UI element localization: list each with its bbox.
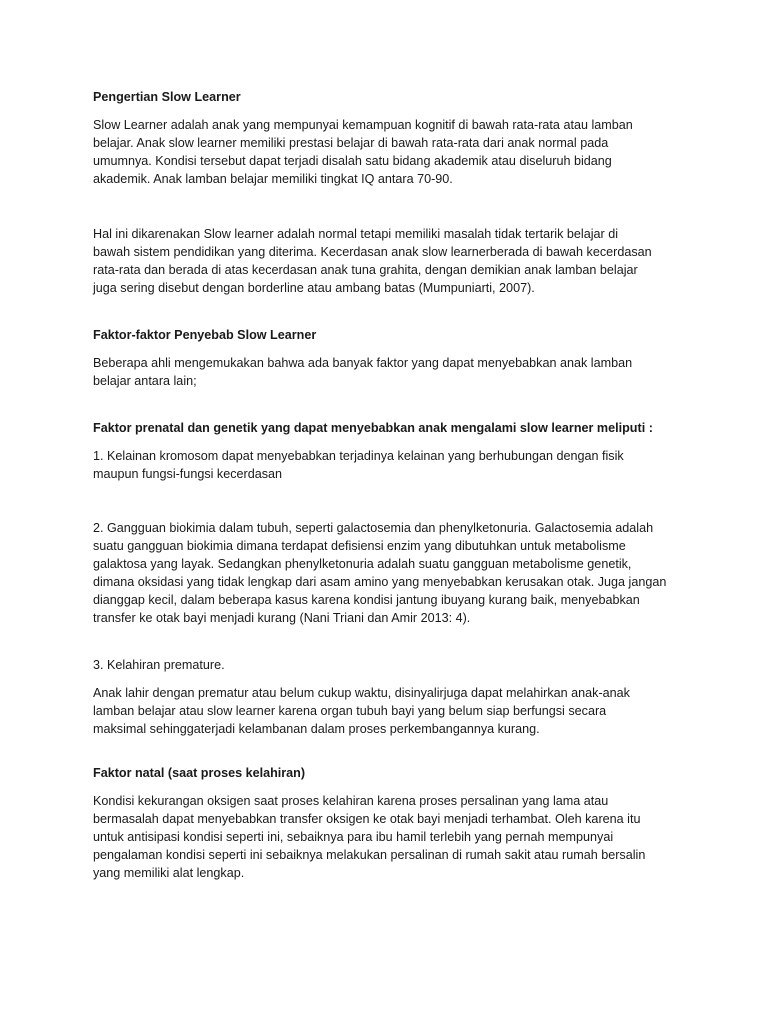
- heading-faktor-penyebab: Faktor-faktor Penyebab Slow Learner: [93, 328, 317, 342]
- paragraph-explanation: Hal ini dikarenakan Slow learner adalah normal tetapi memiliki masalah tidak tertarik belajar di bawah sistem pendidikan yang diterima. Kecerdasan anak slow learnerberada di bawah kecerdasan rata-rata dan berada di atas kecerdasan anak tuna grahita, dengan demikian anak lamban belajar juga sering disebut dengan borderline atau ambang batas (Mumpuniarti, 2007).: [93, 227, 652, 295]
- paragraph-natal: Kondisi kekurangan oksigen saat proses kelahiran karena proses persalinan yang lama atau bermasalah dapat menyebabkan transfer oksigen ke otak bayi menjadi terhambat. Oleh karena itu untuk antisipasi kondisi seperti ini, sebaiknya para ibu hamil terlebih yang pernah mempunyai pengalaman kondisi seperti ini sebaiknya melakukan persalinan di rumah sakit atau rumah bersalin yang memiliki alat lengkap.: [93, 794, 646, 880]
- heading-faktor-natal: Faktor natal (saat proses kelahiran): [93, 766, 306, 780]
- document-body: [93, 88, 683, 882]
- paragraph-faktor-intro: Beberapa ahli mengemukakan bahwa ada banyak faktor yang dapat menyebabkan anak lamban belajar antara lain;: [93, 356, 633, 388]
- list-item-1: 1. Kelainan kromosom dapat menyebabkan terjadinya kelainan yang berhubungan dengan fisik maupun fungsi-fungsi kecerdasan: [93, 449, 624, 481]
- list-item-2: 2. Gangguan biokimia dalam tubuh, seperti galactosemia dan phenylketonuria. Galactosemia adalah suatu gangguan biokimia dimana terdapat defisiensi enzim yang dibutuhkan untuk metabolisme galaktosa yang layak. Sedangkan phenylketonuria adalah suatu gangguan metabolisme genetik, dimana oksidasi yang tidak lengkap dari asam amino yang menyebabkan kerusakan otak. Juga jangan dianggap kecil, dalam beberapa kasus karena kondisi jantung ibuyang kurang baik, menyebabkan transfer ke otak bayi menjadi kurang (Nani Triani dan Amir 2013: 4).: [93, 521, 667, 625]
- heading-faktor-prenatal: Faktor prenatal dan genetik yang dapat menyebabkan anak mengalami slow learner meliputi :: [93, 421, 653, 435]
- heading-pengertian: Pengertian Slow Learner: [93, 90, 241, 104]
- list-item-3: 3. Kelahiran premature.: [93, 658, 225, 672]
- paragraph-prematur: Anak lahir dengan prematur atau belum cukup waktu, disinyalirjuga dapat melahirkan anak-anak lamban belajar atau slow learner karena organ tubuh bayi yang belum siap berfungsi secara maksimal sehinggaterjadi kelambanan dalam proses perkembangannya kurang.: [93, 686, 630, 736]
- paragraph-definition: Slow Learner adalah anak yang mempunyai kemampuan kognitif di bawah rata-rata atau lamban belajar. Anak slow learner memiliki prestasi belajar di bawah rata-rata dari anak normal pada umumnya. Kondisi tersebut dapat terjadi disalah satu bidang akademik atau diseluruh bidang akademik. Anak lamban belajar memiliki tingkat IQ antara 70-90.: [93, 118, 633, 186]
